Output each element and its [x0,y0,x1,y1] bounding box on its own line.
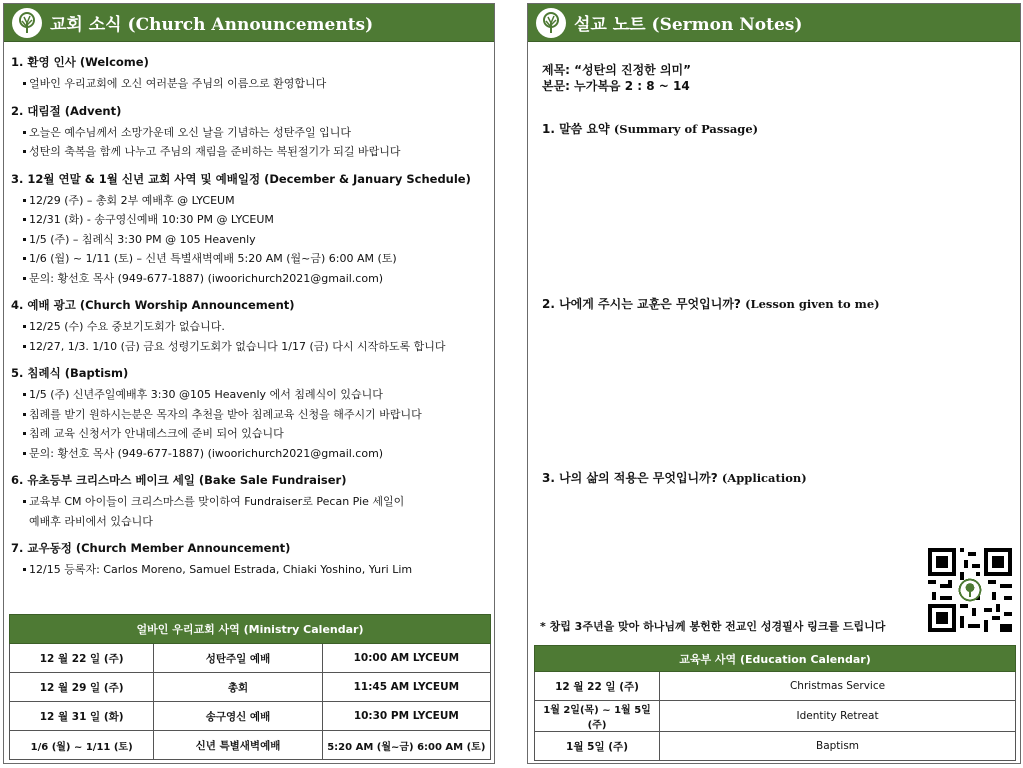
education-calendar-title: 교육부 사역 (Education Calendar) [535,646,1016,672]
section-title: 5. 침례식 (Baptism) [11,366,129,380]
calendar-date: 12 월 22 일 (주) [10,644,154,673]
table-row [535,701,1016,732]
list-item: 12/15 등록자: Carlos Moreno, Samuel Estrada, Chiaki Yoshino, Yuri Lim [11,560,487,580]
list-item: 문의: 황선호 목사 (949-677-1887) (iwoorichurch2021@gmail.com) [11,444,487,464]
calendar-date: 12 월 22 일 (주) [535,672,660,701]
calendar-event: 신년 특별새벽예배 [154,731,322,760]
question-application [542,469,807,486]
education-calendar-table [534,645,1016,761]
list-item: 오늘은 예수님께서 소망가운데 오신 날을 기념하는 성탄주일 입니다 [11,123,487,143]
calendar-event: Christmas Service [660,672,1016,701]
list-item: 침례 교육 신청서가 안내데스크에 준비 되어 있습니다 [11,424,487,444]
calendar-date: 1/6 (월) ~ 1/11 (토) [10,731,154,760]
table-row [10,702,491,731]
calendar-date: 12 월 31 일 (화) [10,702,154,731]
calendar-time: 10:00 AM LYCEUM [322,644,490,673]
section-title: 2. 대림절 (Advent) [11,103,122,118]
calendar-time: 11:45 AM LYCEUM [322,673,490,702]
section-title: 1. 환영 인사 (Welcome) [11,55,149,69]
list-item: 1/5 (주) – 침례식 3:30 PM @ 105 Heavenly [11,230,487,250]
calendar-event: Baptism [660,732,1016,761]
qr-code-icon[interactable] [928,548,1012,632]
tree-logo-icon [12,8,42,38]
question-english: (Lesson given to me) [745,297,880,311]
sermon-passage: 본문: 누가복음 2 : 8 ~ 14 [542,79,690,93]
sermon-notes-panel [527,3,1021,764]
list-item: 교육부 CM 아이들이 크리스마스를 맞이하여 Fundraiser로 Pecan Pie 세일이 [11,492,487,512]
sermon-title: 제목: “성탄의 진정한 의미” [542,63,692,77]
list-item: 얼바인 우리교회에 오신 여러분을 주님의 이름으로 환영합니다 [11,74,487,94]
calendar-date: 1월 5일 (주) [535,732,660,761]
list-item: 성탄의 축복을 함께 나누고 주님의 재림을 준비하는 복된절기가 되길 바랍니다 [11,142,487,162]
list-item: 1/5 (주) 신년주일예배후 3:30 @105 Heavenly 에서 침례식이 있습니다 [11,385,487,405]
section-title: 4. 예배 광고 (Church Worship Announcement) [11,298,295,312]
calendar-date: 12 월 29 일 (주) [10,673,154,702]
list-item: 예배후 라비에서 있습니다 [29,514,153,528]
question-label: 1. 말씀 요약 [542,122,610,136]
section-title: 7. 교우동정 (Church Member Announcement) [11,541,291,555]
list-item: 12/27, 1/3. 1/10 (금) 금요 성령기도회가 없습니다 1/17 (금) 다시 시작하도록 합니다 [11,337,487,357]
table-row [535,732,1016,761]
church-announcements-panel [3,3,495,764]
list-item: 12/25 (수) 수요 중보기도회가 없습니다. [11,317,487,337]
ministry-calendar-table [9,614,491,760]
list-item: 1/6 (월) ~ 1/11 (토) – 신년 특별새벽예배 5:20 AM (월~금) 6:00 AM (토) [11,249,487,269]
sermon-notes-title: 설교 노트 (Sermon Notes) [574,15,803,35]
table-row [535,672,1016,701]
section-title: 3. 12월 연말 & 1월 신년 교회 사역 및 예배일정 (December & January Schedule) [11,171,471,186]
question-summary [542,120,758,137]
sermon-meta [542,62,691,94]
list-item: 문의: 황선호 목사 (949-677-1887) (iwoorichurch2021@gmail.com) [11,269,487,289]
calendar-time: 5:20 AM (월~금) 6:00 AM (토) [322,731,490,760]
announcements-header [4,4,494,42]
question-lesson [542,295,880,312]
ministry-calendar-title: 얼바인 우리교회 사역 (Ministry Calendar) [10,615,491,644]
question-english: (Application) [721,471,807,485]
question-english: (Summary of Passage) [613,122,759,136]
list-item: 12/29 (주) – 총회 2부 예배후 @ LYCEUM [11,191,487,211]
table-row [10,731,491,760]
calendar-time: 10:30 PM LYCEUM [322,702,490,731]
table-row [10,673,491,702]
calendar-event: Identity Retreat [660,701,1016,732]
list-item: 12/31 (화) - 송구영신예배 10:30 PM @ LYCEUM [11,210,487,230]
calendar-event: 송구영신 예배 [154,702,322,731]
calendar-event: 총회 [154,673,322,702]
announcements-title: 교회 소식 (Church Announcements) [50,15,374,35]
question-label: 3. 나의 삶의 적용은 무엇입니까? [542,471,718,485]
list-item: 침례를 받기 원하시는분은 목자의 추천을 받아 침례교육 신청을 해주시기 바랍니다 [11,405,487,425]
tree-logo-icon [536,8,566,38]
calendar-event: 성탄주일 예배 [154,644,322,673]
announcements-content [4,42,494,580]
scripture-link-note: * 창립 3주년을 맞아 하나님께 봉헌한 전교인 성경필사 링크를 드립니다 [540,620,886,633]
table-row [10,644,491,673]
sermon-notes-header [528,4,1020,42]
question-label: 2. 나에게 주시는 교훈은 무엇입니까? [542,297,741,311]
calendar-date: 1월 2일(목) ~ 1월 5일(주) [535,701,660,732]
section-title: 6. 유초등부 크리스마스 베이크 세일 (Bake Sale Fundraiser) [11,473,347,487]
